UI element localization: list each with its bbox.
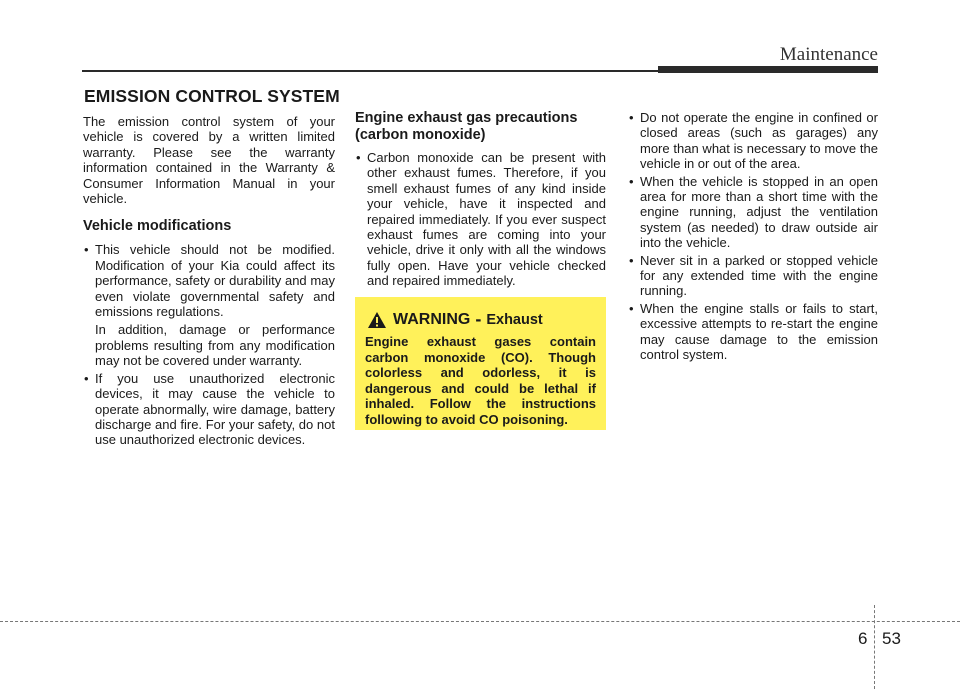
list-item-text: When the engine stalls or fails to start, excessive attempts to re-start the engine may cause damage to the emission control system. bbox=[640, 300, 878, 363]
footer-rule bbox=[0, 621, 960, 622]
header-bar bbox=[658, 66, 878, 73]
intro-paragraph: The emission control system of your vehicle is covered by a written limited warranty. Please see the warranty information contained in the Warranty & Consumer Information Manual in your vehicle. bbox=[83, 114, 335, 207]
column-2 bbox=[355, 110, 606, 291]
section-label: Maintenance bbox=[779, 44, 878, 65]
list-item bbox=[83, 371, 335, 448]
warning-body: Engine exhaust gases contain carbon monoxide (CO). Though colorless and odorless, it is dangerous and could be lethal if inhaled. Follow the instructions following to avoid CO poisoning. bbox=[365, 334, 596, 427]
list-item bbox=[628, 301, 878, 363]
warning-triangle-icon bbox=[367, 311, 387, 329]
exhaust-continued-list bbox=[628, 110, 878, 363]
page-title: EMISSION CONTROL SYSTEM bbox=[84, 86, 340, 106]
chapter-number: 6 bbox=[858, 629, 868, 648]
column-3 bbox=[628, 110, 878, 365]
list-item-text: Never sit in a parked or stopped vehicle for any extended time with the engine running. bbox=[640, 252, 878, 299]
warning-header bbox=[367, 309, 596, 330]
warning-box bbox=[355, 297, 606, 430]
list-item bbox=[83, 242, 335, 319]
list-item-text: If you use unauthorized electronic devices, it may cause the vehicle to operate abnormally, wire damage, battery discharge and fire. For your safety, do not use unauthorized electronic devices. bbox=[95, 370, 335, 448]
list-item-text: This vehicle should not be modified. Modification of your Kia could affect its performance, safety or durability and may even violate governmental safety and emissions regulations. bbox=[95, 242, 335, 320]
list-item bbox=[628, 110, 878, 172]
list-item-text: When the vehicle is stopped in an open area for more than a short time with the engine running, adjust the ventilation system (as needed) to draw outside air into the vehicle. bbox=[640, 173, 878, 251]
column-1 bbox=[83, 114, 335, 450]
warning-separator: - bbox=[475, 309, 482, 329]
footer-vertical-rule bbox=[874, 605, 875, 689]
exhaust-heading: Engine exhaust gas precautions (carbon monoxide) bbox=[355, 110, 578, 143]
list-item-text: Carbon monoxide can be present with other exhaust fumes. Therefore, if you smell exhaust fumes of any kind inside your vehicle, have it inspected and repaired immediately. If you ever suspect exhaust fumes are coming into your vehicle, drive it only with all the windows fully open. Have your vehicle checked and repaired immediately. bbox=[367, 150, 606, 289]
warning-subtitle: Exhaust bbox=[486, 311, 543, 328]
list-item bbox=[628, 253, 878, 299]
exhaust-list bbox=[355, 150, 606, 289]
list-item-text: Do not operate the engine in confined or closed areas (such as garages) any more than what is necessary to move the vehicle in or out of the area. bbox=[640, 110, 878, 172]
list-item bbox=[355, 150, 606, 289]
vehicle-modifications-list bbox=[83, 242, 335, 447]
header-rule bbox=[82, 70, 658, 72]
page-number: 53 bbox=[882, 629, 901, 648]
vehicle-modifications-heading: Vehicle modifications bbox=[83, 218, 232, 235]
list-item bbox=[628, 174, 878, 251]
list-item-continuation: In addition, damage or performance problems resulting from any modification may not be covered under warranty. bbox=[95, 322, 335, 369]
warning-title: WARNING bbox=[393, 310, 471, 328]
